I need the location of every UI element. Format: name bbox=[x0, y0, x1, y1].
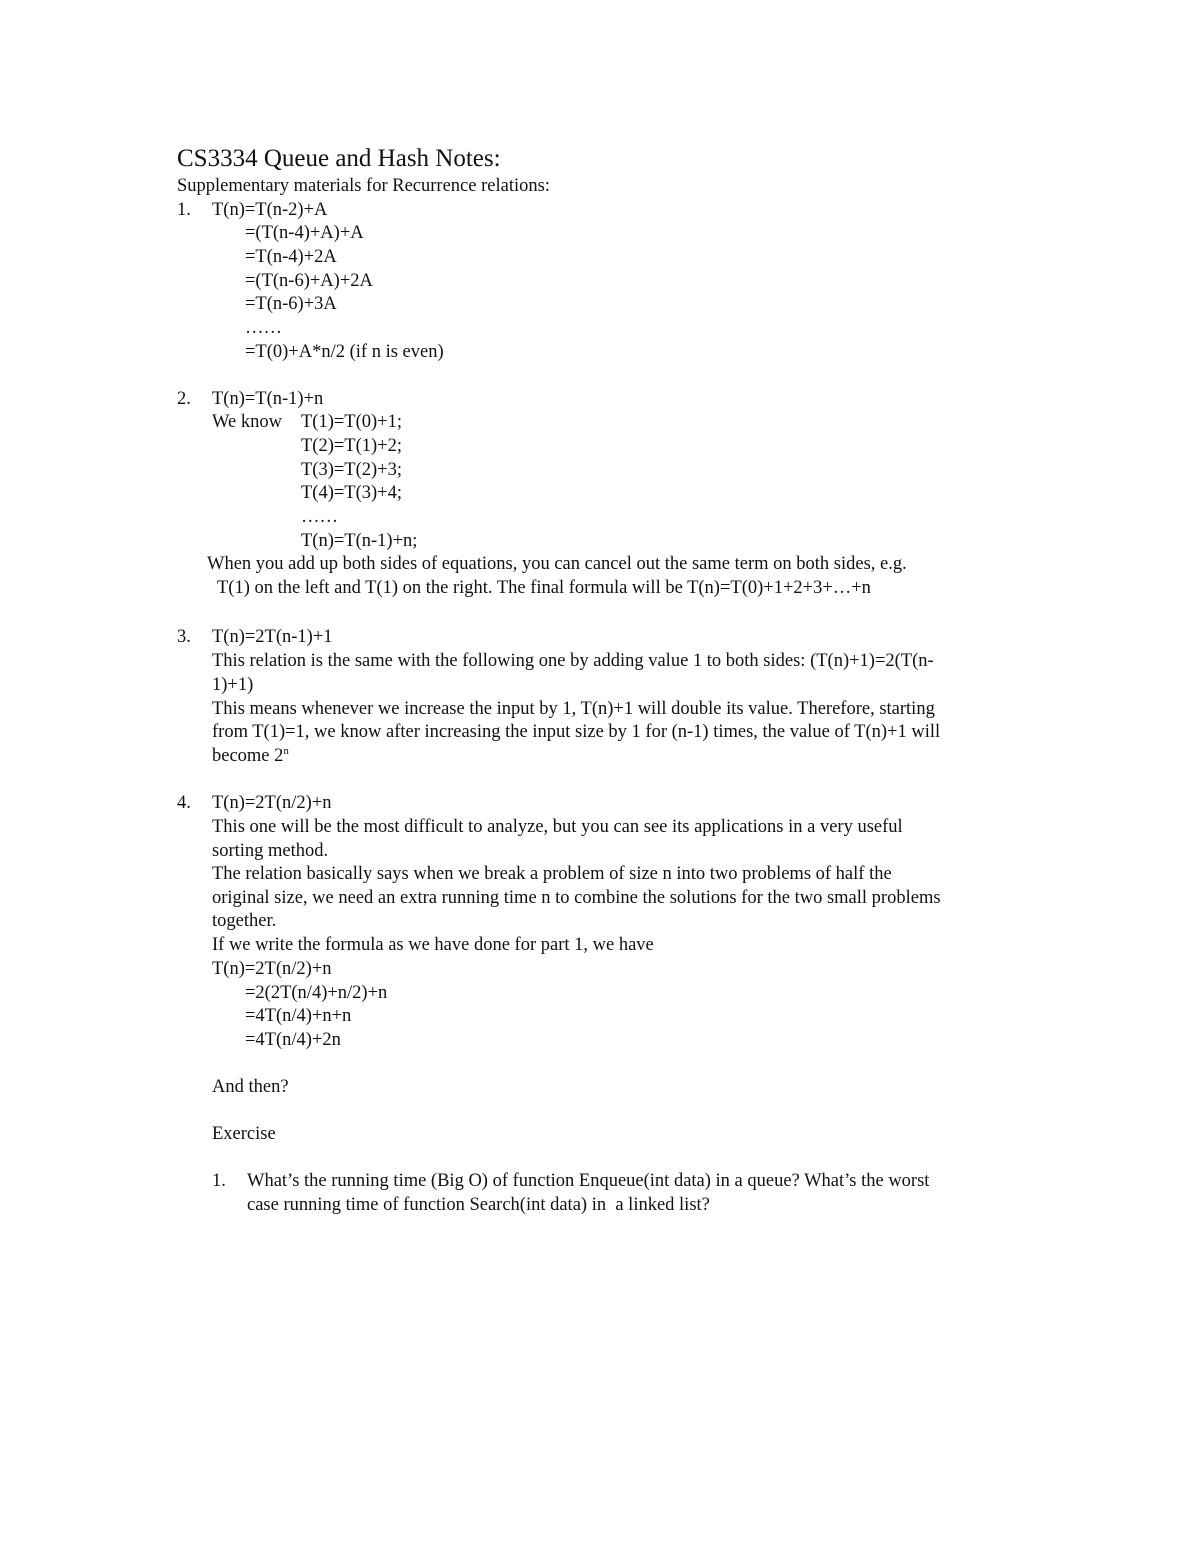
item-1-line: =T(n-4)+2A bbox=[245, 247, 337, 267]
exercise-1-line: case running time of function Search(int data) in a linked list? bbox=[247, 1195, 710, 1215]
item-3-last-line bbox=[212, 745, 289, 767]
item-3-line: This means whenever we increase the input by 1, T(n)+1 will double its value. Therefore, starting bbox=[212, 699, 935, 719]
item-4-line: T(n)=2T(n/2)+n bbox=[212, 793, 332, 813]
item-4-line: together. bbox=[212, 911, 277, 931]
item-2-equation: T(1)=T(0)+1; bbox=[301, 412, 403, 432]
item-4-line: The relation basically says when we break a problem of size n into two problems of half the bbox=[212, 864, 892, 884]
item-3-line: from T(1)=1, we know after increasing the input size by 1 for (n-1) times, the value of T(n)+1 will bbox=[212, 722, 941, 742]
item-3-line: This relation is the same with the following one by adding value 1 to both sides: (T(n)+1)=2(T(n- bbox=[212, 651, 934, 671]
exercise-1-number: 1. bbox=[212, 1171, 226, 1191]
item-2-equation: …… bbox=[301, 507, 338, 527]
item-3-line: T(n)=2T(n-1)+1 bbox=[212, 627, 333, 647]
item-2-equation: T(2)=T(1)+2; bbox=[301, 436, 403, 456]
item-1-line: =(T(n-6)+A)+2A bbox=[245, 271, 373, 291]
item-1-line: =T(n-6)+3A bbox=[245, 294, 337, 314]
item-1-line: =(T(n-4)+A)+A bbox=[245, 223, 364, 243]
item-2-equation: T(4)=T(3)+4; bbox=[301, 483, 403, 503]
item-4-line: If we write the formula as we have done for part 1, we have bbox=[212, 935, 654, 955]
item-4-line: sorting method. bbox=[212, 841, 329, 861]
document-subtitle: Supplementary materials for Recurrence relations: bbox=[177, 176, 550, 196]
item-2-note: T(1) on the left and T(1) on the right. The final formula will be T(n)=T(0)+1+2+3+…+n bbox=[217, 578, 871, 598]
item-3-number: 3. bbox=[177, 627, 191, 647]
item-3-superscript: n bbox=[283, 744, 289, 757]
item-3-line: 1)+1) bbox=[212, 675, 254, 695]
item-1-number: 1. bbox=[177, 200, 191, 220]
exercise-1-line: What’s the running time (Big O) of function Enqueue(int data) in a queue? What’s the worst bbox=[247, 1171, 930, 1191]
item-2-note: When you add up both sides of equations, you can cancel out the same term on both sides, e.g. bbox=[207, 554, 907, 574]
item-2-number: 2. bbox=[177, 389, 191, 409]
item-4-expansion: =4T(n/4)+n+n bbox=[245, 1006, 352, 1026]
item-4-number: 4. bbox=[177, 793, 191, 813]
item-3-last-line-text: become 2 bbox=[212, 746, 284, 766]
and-then-text: And then? bbox=[212, 1077, 289, 1097]
item-4-expansion: =4T(n/4)+2n bbox=[245, 1030, 341, 1050]
item-4-line: This one will be the most difficult to analyze, but you can see its applications in a very useful bbox=[212, 817, 903, 837]
item-2-we-know: We know bbox=[212, 412, 282, 432]
item-2-equation: T(3)=T(2)+3; bbox=[301, 460, 403, 480]
item-2-equation: T(n)=T(n-1)+n; bbox=[301, 531, 418, 551]
item-1-line: …… bbox=[245, 318, 282, 338]
item-4-expansion: =2(2T(n/4)+n/2)+n bbox=[245, 983, 388, 1003]
exercise-heading: Exercise bbox=[212, 1124, 276, 1144]
item-4-line: original size, we need an extra running time n to combine the solutions for the two small problems bbox=[212, 888, 941, 908]
document-title: CS3334 Queue and Hash Notes: bbox=[177, 145, 501, 172]
item-1-line: =T(0)+A*n/2 (if n is even) bbox=[245, 342, 444, 362]
item-2-header: T(n)=T(n-1)+n bbox=[212, 389, 324, 409]
item-1-line: T(n)=T(n-2)+A bbox=[212, 200, 328, 220]
item-4-line: T(n)=2T(n/2)+n bbox=[212, 959, 332, 979]
